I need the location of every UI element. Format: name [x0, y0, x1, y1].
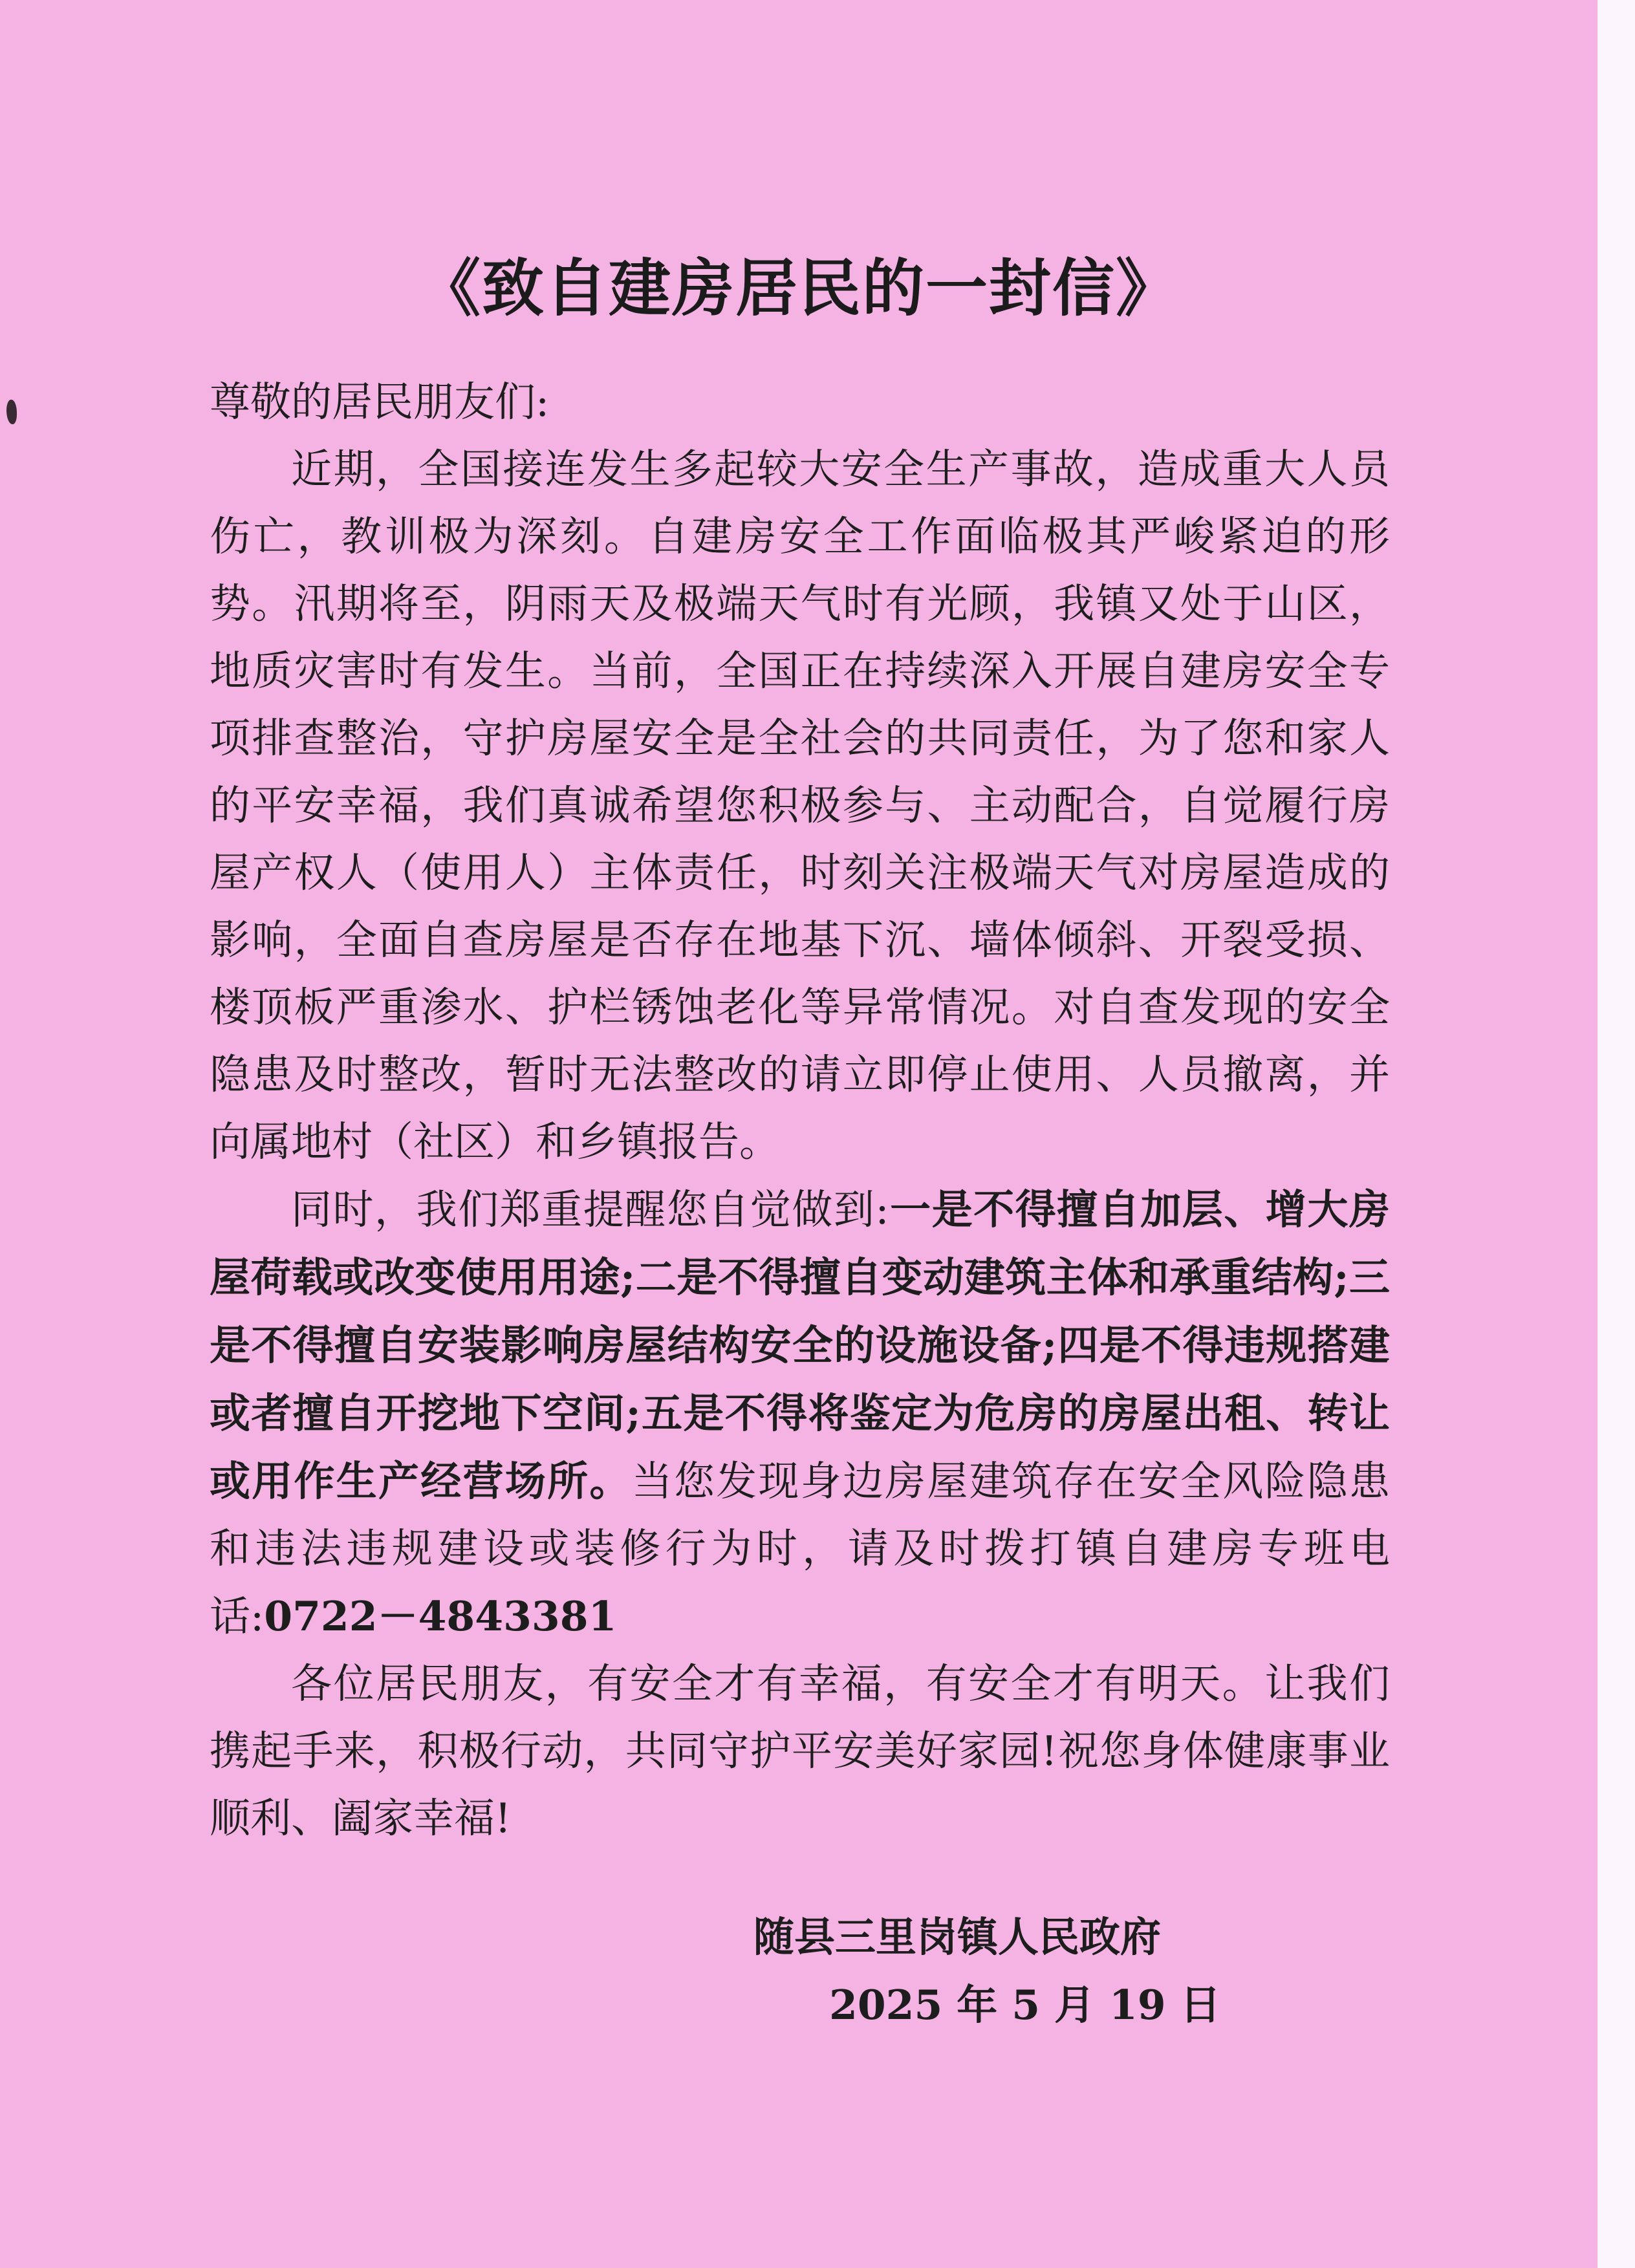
signature-organization: 随县三里岗镇人民政府 [753, 1913, 1161, 1961]
paragraph-situation: 近期，全国接连发生多起较大安全生产事故，造成重大人员伤亡，教训极为深刻。自建房安全工作面临极其严峻紧迫的形势。汛期将至，阴雨天及极端天气时有光顾，我镇又处于山区，地质灾害时有发生。当前，全国正在持续深入开展自建房安全专项排查整治，守护房屋安全是全社会的共同责任，为了您和家人的平安幸福，我们真诚希望您积极参与、主动配合，自觉履行房屋产权人（使用人）主体责任，时刻关注极端天气对房屋造成的影响，全面自查房屋是否存在地基下沉、墙体倾斜、开裂受损、楼顶板严重渗水、护栏锈蚀老化等异常情况。对自查发现的安全隐患及时整改，暂时无法整改的请立即停止使用、人员撤离，并向属地村（社区）和乡镇报告。 [210, 446, 1390, 1165]
hotline-number: 0722－4843381 [264, 1592, 617, 1640]
paragraph-closing: 各位居民朋友，有安全才有幸福，有安全才有明天。让我们携起手来，积极行动，共同守护平安美好家园!祝您身体健康事业顺利、阖家幸福! [210, 1660, 1390, 1842]
paragraph-requirements [210, 1176, 1390, 1650]
scan-speck [6, 400, 17, 424]
scan-margin [1597, 0, 1635, 2268]
requirements-intro: 同时，我们郑重提醒您自觉做到: [291, 1186, 889, 1233]
letter-title: 《致自建房居民的一封信》 [418, 252, 1179, 325]
salutation: 尊敬的居民朋友们: [210, 378, 550, 426]
signature-date: 2025 年 5 月 19 日 [829, 1981, 1221, 2029]
letter-body [210, 369, 1390, 1852]
report-instruction: 当您发现身边房屋建筑存在安全风险隐患和违法违规建设或装修行为时，请及时拨打镇自建房专班电话: [210, 1458, 1391, 1640]
requirements-list: 一是不得擅自加层、增大房屋荷载或改变使用用途;二是不得擅自变动建筑主体和承重结构;三是不得擅自安装影响房屋结构安全的设施设备;四是不得违规搭建或者擅自开挖地下空间;五是不得将鉴定为危房的房屋出租、转让或用作生产经营场所。 [210, 1185, 1390, 1505]
